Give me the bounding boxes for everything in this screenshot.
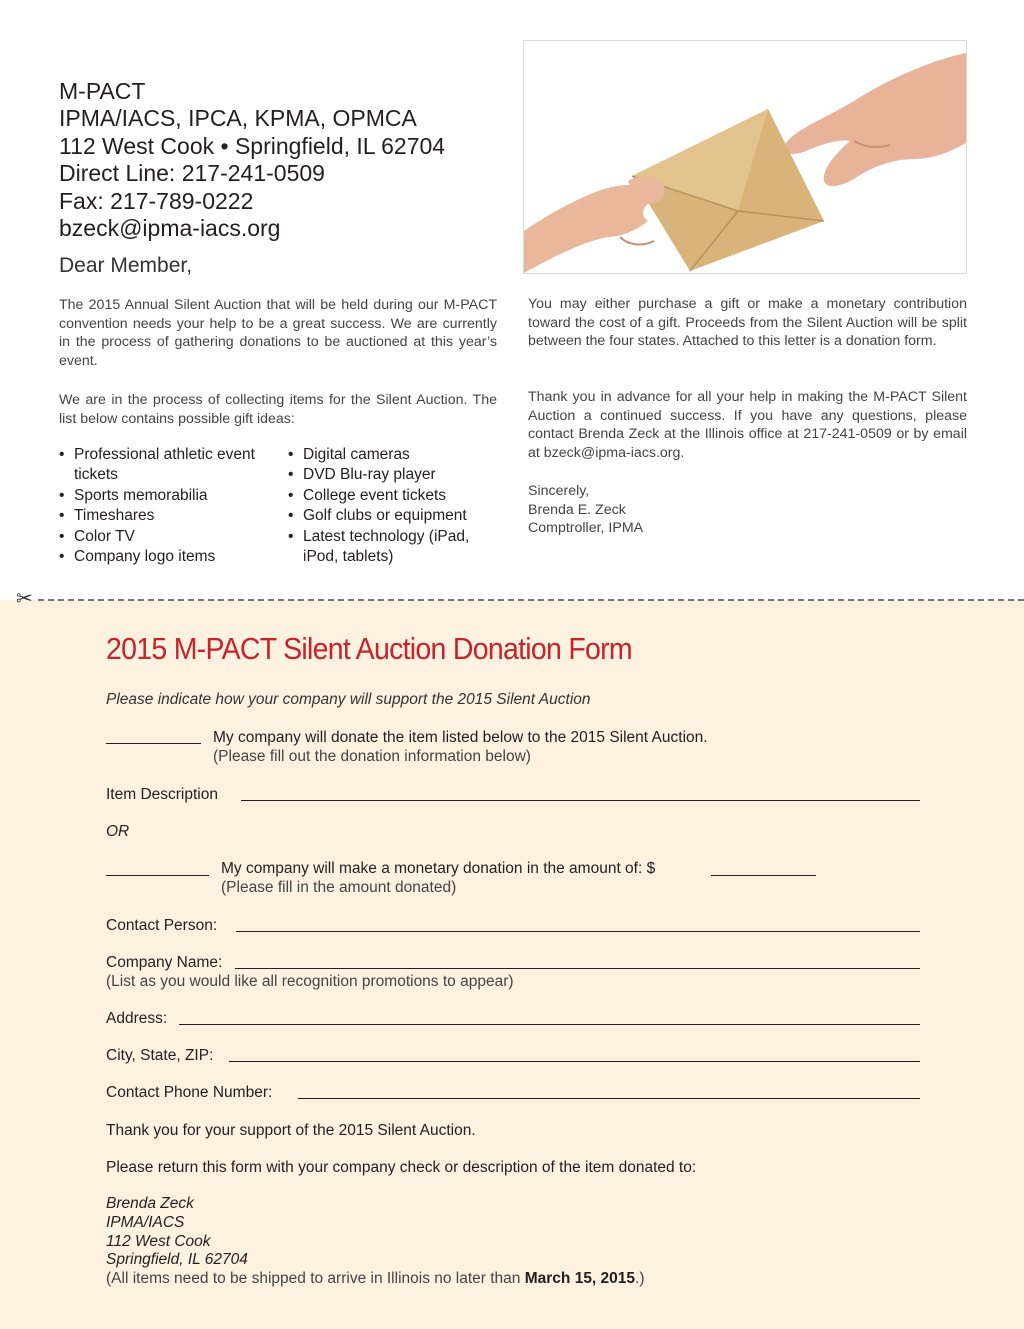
list-item: • Digital cameras <box>288 445 498 465</box>
gift-ideas-list <box>59 445 269 567</box>
donation-amount-field[interactable] <box>711 875 816 876</box>
option2-text: My company will make a monetary donation in the amount of: $ <box>221 860 656 877</box>
list-item: • Color TV <box>59 527 269 547</box>
shipping-note-end: .) <box>635 1270 645 1287</box>
contact-person-field[interactable] <box>236 931 920 932</box>
letterhead-line: Direct Line: 217-241-0509 <box>59 160 325 187</box>
shipping-deadline-date: March 15, 2015 <box>524 1270 636 1287</box>
letterhead-line: Fax: 217-789-0222 <box>59 187 254 214</box>
company-name-field[interactable] <box>235 968 920 969</box>
return-instructions: Please return this form with your company check or description of the item donated to: <box>106 1159 697 1176</box>
list-item: • Timeshares <box>59 506 269 526</box>
item-description-field[interactable] <box>241 800 920 801</box>
collecting-paragraph: We are in the process of collecting items for the Silent Auction. The list below contains possible gift ideas: <box>59 392 497 427</box>
list-item: • Golf clubs or equipment <box>288 506 498 526</box>
address-field[interactable] <box>179 1024 920 1025</box>
company-name-note: (List as you would like all recognition promotions to appear) <box>106 973 514 990</box>
list-item: • College event tickets <box>288 486 498 506</box>
form-title: 2015 M-PACT Silent Auction Donation Form <box>106 631 632 666</box>
letterhead-line: M-PACT <box>59 78 146 104</box>
return-address-line: Springfield, IL 62704 <box>106 1251 248 1269</box>
item-description-label: Item Description <box>106 786 218 803</box>
contribution-paragraph: You may either purchase a gift or make a monetary contribution toward the cost of a gift. Proceeds from the Silent Auction will be split between the four states. Attached to this letter is a donation form. <box>528 296 967 350</box>
gift-ideas-list <box>288 445 498 567</box>
company-name-label: Company Name: <box>106 954 223 971</box>
list-item: • Latest technology (iPad, iPod, tablets) <box>288 527 498 568</box>
contact-person-label: Contact Person: <box>106 917 218 934</box>
or-label: OR <box>106 823 130 840</box>
greeting: Dear Member, <box>59 254 193 277</box>
shipping-deadline-note <box>106 1270 645 1288</box>
option2-note: (Please fill in the amount donated) <box>221 879 457 896</box>
option1-check-line[interactable] <box>106 743 201 744</box>
form-subtitle: Please indicate how your company will support the 2015 Silent Auction <box>106 691 591 708</box>
thank-you-paragraph: Thank you in advance for all your help in making the M-PACT Silent Auction a continued success. If you have any questions, please contact Brenda Zeck at the Illinois office at 217-241-0509 or by email at bzeck@ipma-iacs.org. <box>528 389 967 461</box>
option2-check-line[interactable] <box>106 875 209 876</box>
list-item: • Sports memorabilia <box>59 486 269 506</box>
return-address <box>106 1195 248 1270</box>
return-address-line: IPMA/IACS <box>106 1213 185 1231</box>
contact-phone-label: Contact Phone Number: <box>106 1084 273 1101</box>
letterhead <box>59 78 445 242</box>
signature-block <box>528 482 643 538</box>
signer-name: Brenda E. Zeck <box>528 501 626 518</box>
letterhead-line: 112 West Cook • Springfield, IL 62704 <box>59 132 446 159</box>
envelope-image <box>524 41 966 273</box>
city-state-zip-field[interactable] <box>229 1061 920 1062</box>
option1-text: My company will donate the item listed below to the 2015 Silent Auction. <box>213 729 708 746</box>
contact-phone-field[interactable] <box>298 1098 920 1099</box>
list-item: • Professional athletic event tickets <box>59 445 269 486</box>
cut-line <box>38 599 1024 601</box>
letterhead-line: IPMA/IACS, IPCA, KPMA, OPMCA <box>59 105 417 132</box>
intro-paragraph: The 2015 Annual Silent Auction that will be held during our M-PACT convention needs your help to be a great success. We are currently in the process of gathering donations to be auctioned at this year’s event. <box>59 297 497 369</box>
thanks-text: Thank you for your support of the 2015 Silent Auction. <box>106 1122 476 1139</box>
list-item: • DVD Blu-ray player <box>288 465 498 485</box>
signer-title: Comptroller, IPMA <box>528 520 644 537</box>
address-label: Address: <box>106 1010 168 1027</box>
envelope-handoff-image <box>523 40 967 274</box>
return-address-line: Brenda Zeck <box>106 1195 194 1212</box>
letterhead-email: bzeck@ipma-iacs.org <box>59 215 281 242</box>
list-item: • Company logo items <box>59 547 269 567</box>
return-address-line: 112 West Cook <box>106 1232 211 1250</box>
shipping-note-text: (All items need to be shipped to arrive in Illinois no later than <box>106 1270 525 1287</box>
closing-line: Sincerely, <box>528 483 590 499</box>
city-state-zip-label: City, State, ZIP: <box>106 1047 214 1064</box>
option1-note: (Please fill out the donation information below) <box>213 748 531 765</box>
scissors-icon: ✂ <box>16 588 33 610</box>
